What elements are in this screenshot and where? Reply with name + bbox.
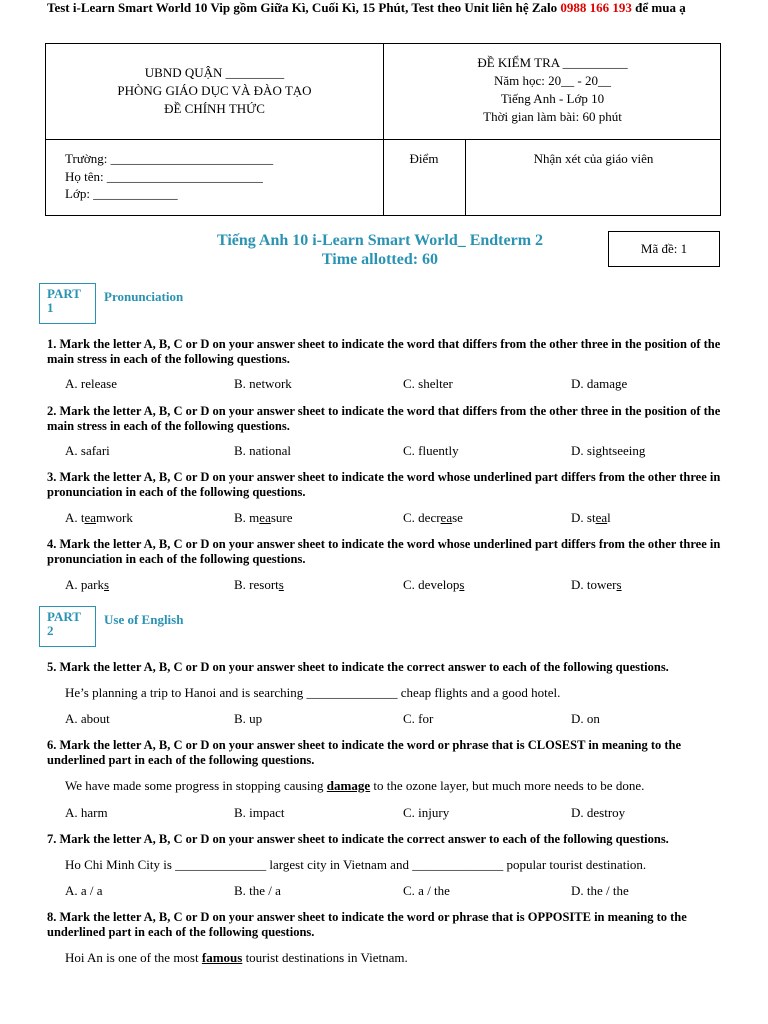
q3-d-text-end: l bbox=[607, 510, 611, 525]
q3-a-text-end: mwork bbox=[96, 510, 133, 525]
q4-option-c[interactable] bbox=[403, 577, 464, 593]
q6-sentence-text-end: to the ozone layer, but much more needs to be done. bbox=[370, 778, 645, 793]
q3-option-a[interactable] bbox=[65, 510, 133, 526]
q5-option-d[interactable]: D. on bbox=[571, 711, 600, 726]
official-label: ĐỀ CHÍNH THỨC bbox=[164, 101, 265, 116]
subject-label: Tiếng Anh - Lớp 10 bbox=[500, 91, 605, 106]
part-1-title: Pronunciation bbox=[104, 289, 184, 304]
q8-sentence-text-end: tourist destinations in Vietnam. bbox=[242, 950, 408, 965]
q1-option-c[interactable]: C. shelter bbox=[403, 376, 453, 391]
name-field: Họ tên: ________________________ bbox=[65, 168, 263, 184]
q7-option-c[interactable]: C. a / the bbox=[403, 883, 450, 898]
question-6-prompt: 6. Mark the letter A, B, C or D on your answer sheet to indicate the word or phrase that is CLOSEST in meaning to the underlined part in each of the following questions. bbox=[47, 738, 682, 767]
exam-label: ĐỀ KIỂM TRA __________ bbox=[477, 55, 628, 70]
q6-sentence-text: We have made some progress in stopping causing bbox=[65, 778, 327, 793]
q6-sentence bbox=[65, 778, 644, 794]
q6-option-b[interactable]: B. impact bbox=[234, 805, 285, 820]
q4-c-underlined: s bbox=[459, 577, 465, 592]
exam-title-line2: Time allotted: 60 bbox=[321, 251, 439, 268]
q3-a-text: A. t bbox=[65, 510, 85, 525]
q6-underlined-word: damage bbox=[326, 778, 371, 793]
q3-option-d[interactable] bbox=[571, 510, 611, 526]
q4-b-underlined: s bbox=[278, 577, 284, 592]
part-1-number: 1 bbox=[47, 300, 54, 315]
q4-a-underlined: s bbox=[104, 577, 110, 592]
exam-code-box: Mã đề: 1 bbox=[608, 231, 720, 267]
part-2-title: Use of English bbox=[104, 612, 184, 627]
header-table bbox=[45, 43, 721, 216]
question-4-prompt: 4. Mark the letter A, B, C or D on your answer sheet to indicate the word whose underlined part differs from the other three in pronunciation in each of the following questions. bbox=[47, 537, 721, 566]
q5-option-c[interactable]: C. for bbox=[403, 711, 434, 726]
q4-option-b[interactable] bbox=[234, 577, 284, 593]
score-label: Điểm bbox=[409, 151, 439, 166]
q2-option-c[interactable]: C. fluently bbox=[403, 443, 459, 458]
exam-title-line1: Tiếng Anh 10 i-Learn Smart World_ Endterm 2 bbox=[216, 232, 544, 249]
q6-option-d[interactable]: D. destroy bbox=[571, 805, 626, 820]
q1-option-d[interactable]: D. damage bbox=[571, 376, 628, 391]
q7-sentence: Ho Chi Minh City is ______________ largest city in Vietnam and ______________ popular tourist destination. bbox=[65, 857, 647, 872]
question-2-prompt: 2. Mark the letter A, B, C or D on your answer sheet to indicate the word that differs from the other three in the position of the main stress in each of the following questions. bbox=[47, 404, 721, 433]
q3-b-text: B. m bbox=[234, 510, 260, 525]
q3-d-text: D. st bbox=[571, 510, 596, 525]
q2-option-d[interactable]: D. sightseeing bbox=[571, 443, 646, 458]
header-left-block bbox=[46, 64, 383, 118]
q3-c-underlined: ea bbox=[440, 510, 453, 525]
teacher-comment-label: Nhận xét của giáo viên bbox=[533, 151, 654, 166]
question-8-prompt: 8. Mark the letter A, B, C or D on your answer sheet to indicate the word or phrase that is OPPOSITE in meaning to the underlined part in each of the following questions. bbox=[47, 910, 687, 939]
q5-option-a[interactable]: A. about bbox=[65, 711, 110, 726]
question-3-prompt: 3. Mark the letter A, B, C or D on your answer sheet to indicate the word whose underlined part differs from the other three in pronunciation in each of the following questions. bbox=[47, 470, 721, 499]
exam-title bbox=[150, 231, 610, 269]
school-year: Năm học: 20__ - 20__ bbox=[494, 73, 611, 88]
q4-b-text: B. resort bbox=[234, 577, 279, 592]
q1-option-b[interactable]: B. network bbox=[234, 376, 292, 391]
part-1-label: PART bbox=[47, 286, 81, 301]
q4-option-d[interactable] bbox=[571, 577, 622, 593]
school-field: Trường: _________________________ bbox=[65, 151, 274, 166]
q8-sentence bbox=[65, 950, 408, 966]
q5-option-b[interactable]: B. up bbox=[234, 711, 263, 726]
part-2-label: PART bbox=[47, 609, 81, 624]
part-2-box bbox=[39, 606, 96, 647]
promo-phone: 0988 166 193 bbox=[560, 0, 632, 15]
q7-option-d[interactable]: D. the / the bbox=[571, 883, 629, 898]
q3-b-text-end: sure bbox=[270, 510, 293, 525]
q4-d-text: D. tower bbox=[571, 577, 617, 592]
q3-c-text-end: se bbox=[452, 510, 463, 525]
department-label: PHÒNG GIÁO DỤC VÀ ĐÀO TẠO bbox=[117, 83, 312, 98]
promo-banner bbox=[47, 0, 686, 16]
q7-option-a[interactable]: A. a / a bbox=[65, 883, 103, 898]
part-2-number: 2 bbox=[47, 623, 54, 638]
student-info bbox=[65, 150, 273, 203]
q6-option-c[interactable]: C. injury bbox=[403, 805, 450, 820]
q1-option-a[interactable]: A. release bbox=[65, 376, 117, 391]
question-1-prompt: 1. Mark the letter A, B, C or D on your answer sheet to indicate the word that differs from the other three in the position of the main stress in each of the following questions. bbox=[47, 337, 721, 366]
district-label: UBND QUẬN _________ bbox=[144, 65, 285, 80]
duration-label: Thời gian làm bài: 60 phút bbox=[483, 109, 622, 124]
class-field: Lớp: _____________ bbox=[65, 186, 178, 201]
q8-sentence-text: Hoi An is one of the most bbox=[65, 950, 202, 965]
q4-c-text: C. develop bbox=[403, 577, 460, 592]
question-5-prompt: 5. Mark the letter A, B, C or D on your answer sheet to indicate the correct answer to each of the following questions. bbox=[47, 660, 669, 674]
q4-option-a[interactable] bbox=[65, 577, 109, 593]
promo-text-end: để mua ạ bbox=[631, 0, 686, 15]
q7-option-b[interactable]: B. the / a bbox=[234, 883, 281, 898]
q2-option-a[interactable]: A. safari bbox=[65, 443, 110, 458]
q4-d-underlined: s bbox=[616, 577, 622, 592]
q8-underlined-word: famous bbox=[201, 950, 243, 965]
q3-option-b[interactable] bbox=[234, 510, 293, 526]
q3-option-c[interactable] bbox=[403, 510, 463, 526]
q5-sentence: He’s planning a trip to Hanoi and is searching ______________ cheap flights and a good hotel. bbox=[65, 685, 561, 700]
q3-b-underlined: ea bbox=[259, 510, 271, 525]
q3-d-underlined: ea bbox=[595, 510, 608, 525]
promo-text: Test i-Learn Smart World 10 Vip gồm Giữa Kì, Cuối Kì, 15 Phút, Test theo Unit liên hệ Zalo bbox=[47, 0, 561, 15]
q3-c-text: C. decr bbox=[403, 510, 441, 525]
part-1-box bbox=[39, 283, 96, 324]
q6-option-a[interactable]: A. harm bbox=[65, 805, 108, 820]
header-right-block bbox=[383, 54, 722, 126]
question-7-prompt: 7. Mark the letter A, B, C or D on your answer sheet to indicate the correct answer to each of the following questions. bbox=[47, 832, 669, 846]
q2-option-b[interactable]: B. national bbox=[234, 443, 292, 458]
q3-a-underlined: ea bbox=[84, 510, 97, 525]
q4-a-text: A. park bbox=[65, 577, 104, 592]
